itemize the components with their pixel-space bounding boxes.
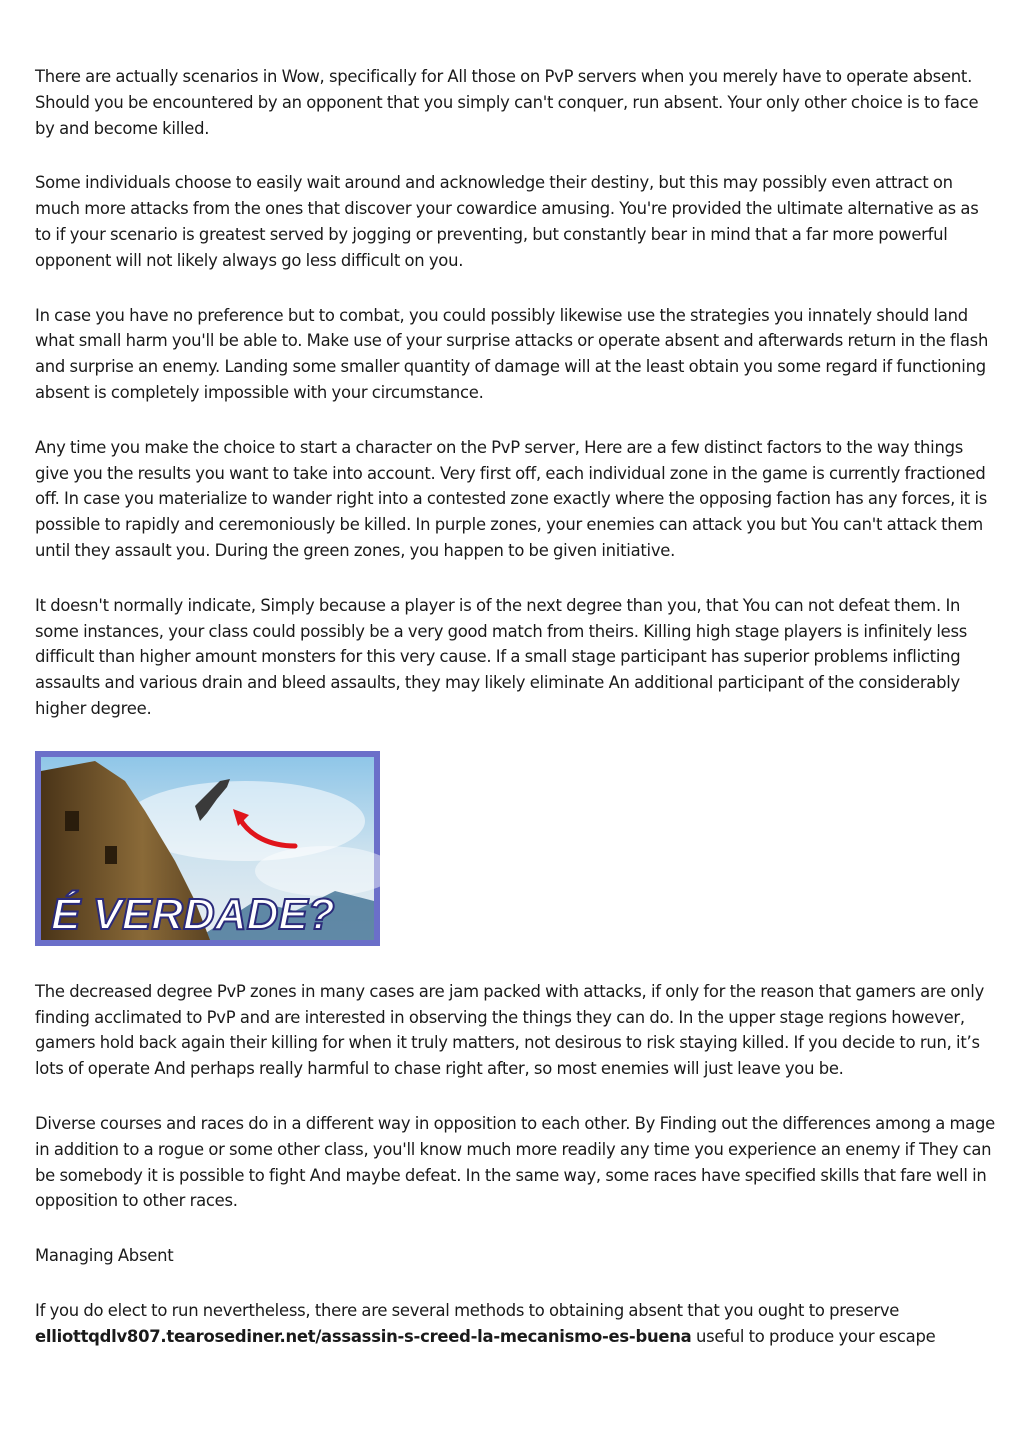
paragraph-1: There are actually scenarios in Wow, specifically for All those on PvP servers when you merely have to operate absent. Should you be encountered by an opponent that you simply can't conquer, run absent. Your only other choice is to face by and become killed. xyxy=(35,67,979,138)
section-heading: Managing Absent xyxy=(35,1246,174,1266)
article-link[interactable]: elliottqdlv807.tearosediner.net/assassin-s-creed-la-mecanismo-es-buena xyxy=(35,1326,692,1346)
paragraph-6: The decreased degree PvP zones in many cases are jam packed with attacks, if only for the reason that gamers are only finding acclimated to PvP and are interested in observing the things they can do. In the upper stage regions however, gamers hold back again their killing for when it truly matters, not desirous to risk staying killed. If you decide to run, it’s lots of operate And perhaps really harmful to chase right after, so most enemies will just leave you be. xyxy=(35,981,985,1079)
tower-window xyxy=(65,811,79,831)
paragraph-8-text-before: If you do elect to run nevertheless, there are several methods to obtaining absent that you ought to preserve xyxy=(35,1300,900,1320)
article-image xyxy=(35,751,380,946)
paragraph-8-text-after: useful to produce your escape xyxy=(691,1326,936,1346)
paragraph-2: Some individuals choose to easily wait around and acknowledge their destiny, but this may possibly even attract on much more attacks from the ones that discover your cowardice amusing. You're provided the ultimate alternative as as to if your scenario is greatest served by jogging or preventing, but constantly bear in mind that a far more powerful opponent will not likely always go less difficult on you. xyxy=(35,173,979,270)
thumbnail-caption: É VERDADE? xyxy=(51,889,335,939)
article xyxy=(35,64,995,1379)
paragraph-8 xyxy=(35,1298,995,1350)
video-thumbnail-graphic xyxy=(35,751,380,946)
paragraph-3: In case you have no preference but to combat, you could possibly likewise use the strategies you innately should land what small harm you'll be able to. Make use of your surprise attacks or operate absent and afterwards return in the flash and surprise an enemy. Landing some smaller quantity of damage will at the least obtain you some regard if functioning absent is completely impossible with your circumstance. xyxy=(35,305,989,402)
paragraph-4: Any time you make the choice to start a character on the PvP server, Here are a few distinct factors to the way things give you the results you want to take into account. Very first off, each individual zone in the game is currently fractioned off. In case you materialize to wander right into a contested zone exactly where the opposing faction has any forces, it is possible to rapidly and ceremoniously be killed. In purple zones, your enemies can attack you but You can't attack them until they assault you. During the green zones, you happen to be given initiative. xyxy=(35,437,988,560)
paragraph-5: It doesn't normally indicate, Simply because a player is of the next degree than you, that You can not defeat them. In some instances, your class could possibly be a very good match from theirs. Killing high stage players is infinitely less difficult than higher amount monsters for this very cause. If a small stage participant has superior problems inflicting assaults and various drain and bleed assaults, they may likely eliminate An additional participant of the considerably higher degree. xyxy=(35,595,968,718)
tower-window xyxy=(105,846,117,864)
paragraph-7: Diverse courses and races do in a different way in opposition to each other. By Finding out the differences among a mage in addition to a rogue or some other class, you'll know much more readily any time you experience an enemy if They can be somebody it is possible to fight And maybe defeat. In the same way, some races have specified skills that fare well in opposition to other races. xyxy=(35,1113,995,1211)
